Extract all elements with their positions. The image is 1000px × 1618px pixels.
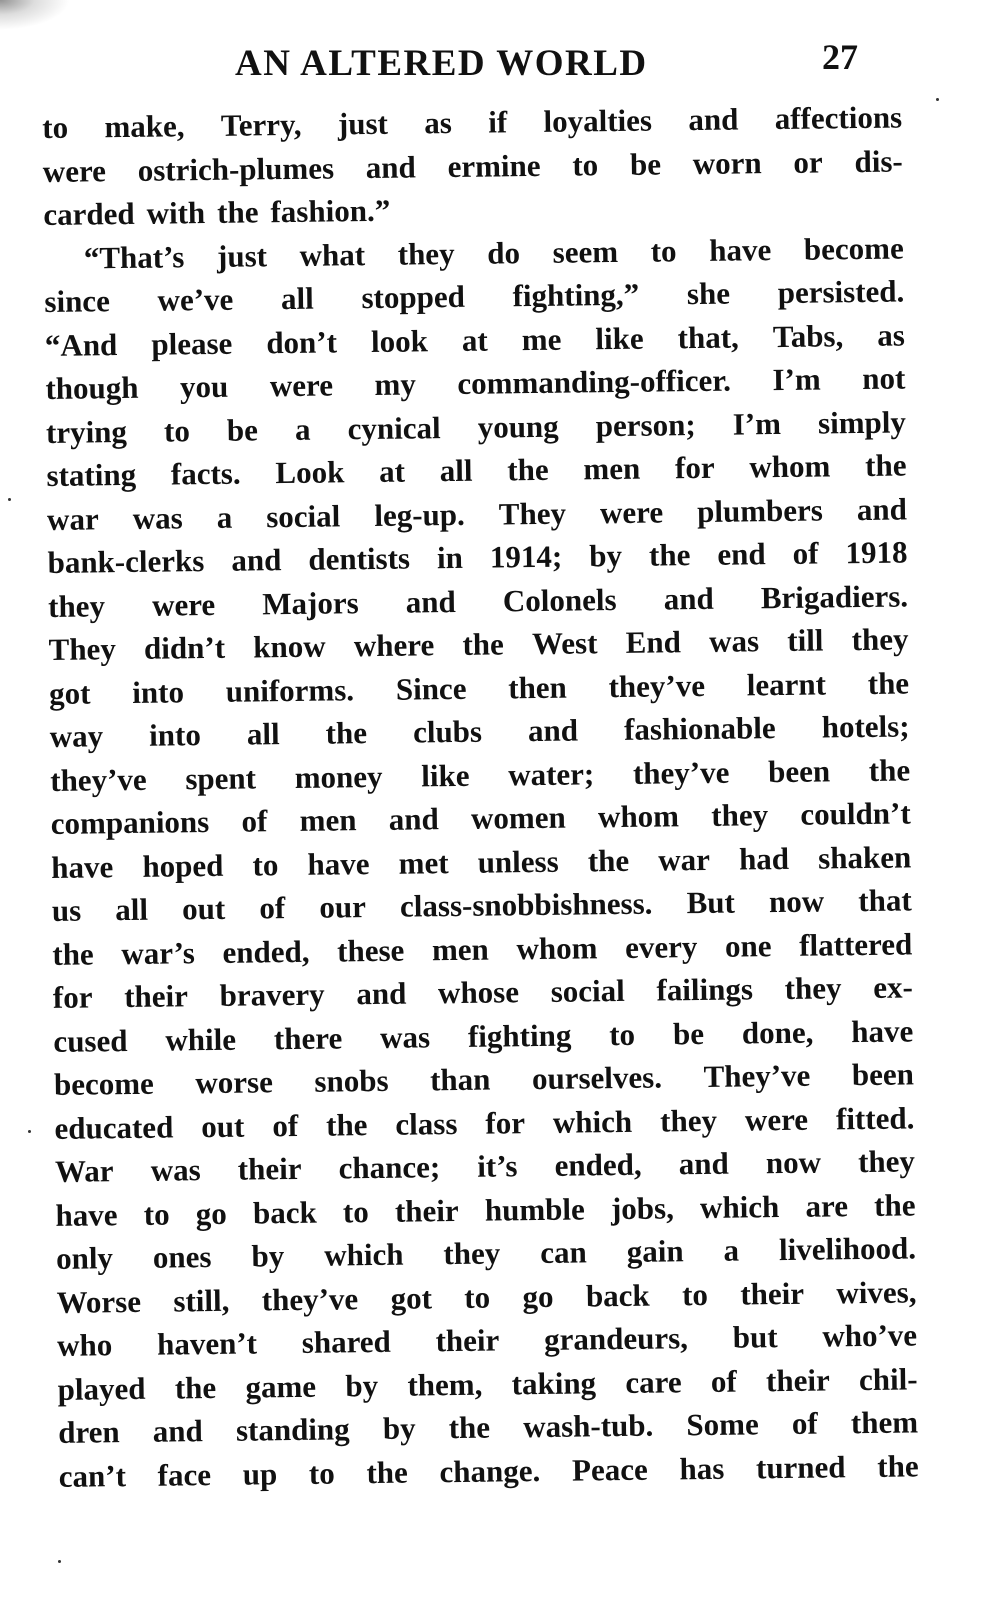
word: ourselves.	[531, 1059, 663, 1097]
word: look	[370, 322, 429, 359]
word: than	[429, 1061, 491, 1098]
word: what	[299, 236, 366, 273]
word: taking	[511, 1364, 597, 1401]
word: into	[132, 673, 185, 710]
word: their	[435, 1322, 500, 1359]
word: the	[448, 1409, 491, 1446]
word: all	[280, 280, 314, 317]
word: Tabs,	[772, 317, 844, 354]
word: that,	[677, 319, 740, 355]
word: shared	[301, 1323, 392, 1360]
word: them	[850, 1404, 919, 1441]
word: in	[436, 539, 464, 576]
word: a	[294, 411, 311, 447]
word: which	[323, 1236, 404, 1273]
word: they	[47, 587, 106, 624]
word: Worse	[56, 1283, 142, 1320]
word: way	[49, 718, 104, 754]
word: worn	[692, 144, 762, 181]
word: ex-	[872, 969, 914, 1005]
word: one	[724, 927, 772, 964]
word: They’ve	[703, 1057, 811, 1094]
word: End	[625, 624, 682, 660]
word: was	[708, 623, 760, 659]
print-speck	[936, 98, 939, 101]
word: every	[624, 928, 698, 965]
word: for	[485, 1104, 526, 1141]
word: hotels;	[821, 708, 910, 745]
word: cused	[53, 1022, 128, 1059]
word: back	[252, 1194, 317, 1231]
word: fighting	[467, 1017, 572, 1054]
word: carded	[43, 195, 135, 232]
word: the	[873, 1186, 916, 1223]
word: to	[681, 1276, 709, 1312]
word: fashionable	[623, 710, 776, 747]
word: men	[583, 450, 641, 487]
word: was	[379, 1018, 431, 1055]
word: to	[609, 1016, 636, 1052]
word: make,	[104, 108, 185, 145]
word: haven’t	[156, 1325, 258, 1362]
word: like	[421, 757, 470, 793]
word: become	[53, 1065, 155, 1102]
word: the	[877, 1447, 919, 1484]
word: money	[294, 758, 383, 795]
word: change.	[439, 1452, 541, 1489]
word: as	[877, 316, 906, 353]
word: I’m	[732, 405, 782, 442]
word: to	[572, 146, 599, 183]
word: by	[589, 537, 623, 574]
word: their	[237, 1150, 302, 1187]
word: 1918	[845, 534, 908, 571]
word: ended,	[222, 933, 310, 970]
word: at	[461, 322, 488, 358]
word: dren	[57, 1414, 120, 1450]
word: chance;	[338, 1149, 441, 1186]
word: of	[272, 1107, 299, 1143]
word: if	[487, 104, 508, 140]
word: go	[195, 1195, 227, 1231]
word: they	[857, 1143, 916, 1180]
word: the	[868, 751, 911, 788]
word: simply	[817, 403, 907, 441]
word: the	[864, 447, 907, 483]
word: flattered	[798, 925, 913, 963]
word: grandeurs,	[543, 1320, 689, 1357]
word: of	[241, 803, 268, 839]
word: couldn’t	[800, 795, 911, 832]
word: have	[51, 848, 114, 885]
word: shaken	[817, 838, 912, 876]
word: Look	[275, 454, 345, 491]
word: who’ve	[822, 1317, 918, 1354]
word: the	[325, 1106, 368, 1143]
word: and	[678, 1145, 729, 1182]
word: all	[439, 452, 473, 489]
word: humble	[484, 1190, 585, 1228]
word: up	[242, 1455, 278, 1492]
body-text	[42, 95, 919, 1497]
word: be	[226, 411, 259, 448]
word: fighting,”	[512, 276, 640, 314]
word: chil-	[858, 1360, 918, 1397]
word: their	[740, 1275, 805, 1312]
word: been	[767, 752, 831, 789]
word: they	[443, 1235, 501, 1272]
word: the	[366, 1454, 409, 1490]
word: though	[45, 369, 139, 406]
word: and	[527, 712, 579, 749]
word: it’s	[477, 1148, 518, 1184]
word: they	[659, 1102, 718, 1139]
word: by	[251, 1238, 285, 1274]
word: worse	[195, 1064, 274, 1101]
word: all	[115, 891, 149, 928]
word: Some	[686, 1406, 759, 1443]
word: plumbers	[696, 491, 824, 529]
word: to	[252, 846, 279, 882]
word: war	[658, 841, 711, 878]
word: and	[663, 580, 714, 616]
word: water;	[507, 755, 595, 792]
print-speck	[8, 498, 11, 501]
word: and	[365, 148, 416, 185]
word: still,	[173, 1282, 230, 1318]
print-speck	[28, 1130, 31, 1133]
word: got	[390, 1279, 433, 1316]
word: the	[648, 537, 691, 573]
word: they’ve	[261, 1280, 359, 1317]
word: were	[744, 1101, 809, 1137]
word: were	[269, 367, 334, 404]
word: learnt	[746, 665, 827, 702]
word: the	[216, 194, 259, 230]
word: had	[738, 840, 790, 877]
word: me	[521, 321, 562, 357]
word: or	[793, 143, 823, 180]
page-number: 27	[822, 37, 858, 77]
word: 1914;	[489, 538, 563, 575]
word: they	[711, 797, 769, 833]
word: end	[717, 536, 766, 572]
word: out	[181, 890, 226, 927]
word: a	[216, 499, 233, 535]
word: at	[378, 453, 406, 489]
word: the	[325, 715, 368, 751]
word: “And	[44, 326, 118, 363]
page-corner-smudge	[0, 0, 70, 30]
word: Terry,	[220, 106, 302, 143]
word: game	[245, 1368, 317, 1405]
word: just	[216, 237, 268, 274]
word: do	[487, 234, 521, 271]
word: They	[498, 495, 567, 531]
word: these	[336, 932, 405, 968]
word: to	[650, 232, 677, 269]
word: wash-tub.	[522, 1407, 654, 1445]
word: become	[803, 229, 904, 267]
word: ostrich-plumes	[137, 149, 335, 188]
word: to	[464, 1279, 491, 1315]
word: and	[688, 101, 739, 138]
word: are	[805, 1187, 849, 1224]
word: facts.	[170, 455, 241, 492]
word: to	[342, 1193, 369, 1229]
word: to	[308, 1455, 335, 1491]
word: can’t	[58, 1457, 127, 1494]
word: only	[55, 1240, 114, 1276]
word: failings	[656, 971, 754, 1008]
word: and	[388, 801, 439, 837]
word: they’ve	[50, 761, 147, 798]
word: of	[259, 890, 286, 926]
word: have	[307, 845, 370, 882]
word: their	[765, 1361, 830, 1398]
word: them,	[407, 1366, 483, 1403]
word: young	[477, 408, 559, 445]
word: fitted.	[835, 1099, 915, 1136]
word: whose	[437, 974, 520, 1011]
word: with	[146, 195, 206, 231]
word: seem	[552, 233, 619, 270]
word: I’m	[772, 361, 821, 398]
word: and	[356, 975, 407, 1012]
word: to	[163, 412, 191, 449]
word: bravery	[219, 976, 325, 1013]
text-line	[58, 1444, 918, 1498]
word: they	[784, 970, 842, 1006]
word: they’ve	[608, 667, 706, 704]
word: got	[48, 674, 91, 711]
word: men	[431, 931, 489, 967]
word: don’t	[266, 323, 338, 360]
word: and	[405, 583, 456, 620]
word: ermine	[447, 147, 541, 184]
word: West	[531, 625, 598, 662]
word: please	[151, 325, 233, 362]
word: class-snobbishness.	[399, 885, 653, 924]
word: of	[710, 1363, 737, 1399]
word: out	[201, 1108, 245, 1144]
word: back	[585, 1277, 650, 1313]
word: dentists	[308, 540, 411, 577]
word: Brigadiers.	[760, 577, 909, 615]
word: go	[522, 1278, 554, 1314]
word: the	[507, 451, 549, 488]
word: care	[625, 1363, 682, 1400]
word: hoped	[142, 847, 224, 884]
word: fashion.”	[270, 192, 391, 230]
word: commanding-officer.	[457, 362, 732, 401]
word: didn’t	[143, 629, 226, 666]
word: ones	[152, 1239, 212, 1275]
word: the	[174, 1369, 217, 1405]
word: a	[723, 1232, 740, 1268]
word: stating	[46, 456, 137, 493]
word: now	[768, 883, 825, 920]
word: leg-up.	[374, 496, 465, 533]
word: they	[851, 621, 909, 658]
word: uniforms.	[225, 671, 355, 709]
word: was	[150, 1152, 201, 1188]
word: war	[46, 500, 99, 537]
word: whom	[516, 929, 598, 966]
word: They	[48, 631, 117, 667]
word: and	[231, 542, 282, 578]
word: social	[266, 497, 341, 534]
word: companions	[50, 804, 210, 841]
word: of	[791, 1405, 818, 1441]
word: to	[42, 109, 69, 145]
word: social	[550, 972, 625, 1009]
word: for	[52, 979, 93, 1015]
word: Peace	[571, 1451, 648, 1488]
word: men	[299, 802, 357, 838]
word: of	[792, 535, 819, 571]
word: clubs	[412, 713, 483, 750]
word: ended,	[554, 1146, 642, 1183]
word: she	[686, 275, 731, 312]
word: can	[540, 1234, 587, 1270]
word: where	[353, 627, 435, 664]
word: affections	[774, 99, 903, 137]
word: War	[54, 1153, 114, 1189]
word: Majors	[262, 584, 359, 621]
word: you	[179, 368, 229, 405]
word: since	[44, 283, 111, 319]
word: was	[132, 499, 183, 536]
word: loyalties	[543, 102, 653, 139]
word: till	[787, 622, 824, 658]
word: which	[552, 1103, 633, 1140]
word: into	[148, 717, 202, 753]
word: met	[398, 844, 449, 881]
word: like	[595, 320, 644, 356]
word: person;	[595, 406, 696, 443]
word: whom	[597, 798, 680, 835]
word: the	[52, 935, 94, 972]
word: to	[143, 1196, 170, 1232]
word: their	[394, 1192, 459, 1229]
word: have	[55, 1196, 118, 1233]
word: whom	[749, 448, 831, 485]
print-speck	[58, 1560, 61, 1563]
word: know	[253, 628, 326, 665]
word: the	[867, 664, 910, 701]
word: not	[862, 360, 906, 396]
word: jobs,	[610, 1189, 675, 1226]
word: by	[345, 1367, 379, 1403]
word: by	[382, 1410, 416, 1446]
word: done,	[741, 1014, 814, 1051]
word: turned	[755, 1448, 846, 1485]
word: have	[708, 231, 772, 268]
word: have	[851, 1012, 914, 1049]
word: and	[152, 1413, 204, 1449]
word: Since	[395, 670, 467, 707]
word: were	[42, 152, 107, 189]
word: class	[395, 1105, 458, 1142]
word: all	[246, 716, 280, 752]
word: they’ve	[632, 754, 730, 791]
word: the	[462, 626, 504, 662]
word: who	[56, 1327, 113, 1363]
word: snobs	[314, 1062, 389, 1099]
word: “That’s	[83, 238, 185, 275]
word: has	[679, 1450, 725, 1486]
word: the	[587, 842, 630, 878]
word: while	[165, 1021, 237, 1058]
page-header	[0, 36, 1000, 96]
word: bank-clerks	[47, 543, 205, 580]
word: war’s	[121, 934, 196, 971]
word: trying	[45, 413, 128, 450]
word: were	[599, 493, 664, 530]
word: dis-	[854, 142, 903, 179]
word: But	[686, 884, 736, 921]
word: be	[629, 145, 662, 182]
word: just	[337, 105, 389, 142]
word: which	[699, 1188, 780, 1225]
word: that	[858, 882, 912, 919]
word: cynical	[347, 409, 441, 446]
word: spent	[185, 759, 257, 796]
word: as	[424, 104, 453, 141]
word: wives,	[836, 1273, 917, 1310]
word: they	[397, 235, 455, 272]
word: face	[157, 1456, 212, 1493]
word: now	[765, 1144, 822, 1181]
word: played	[57, 1370, 146, 1407]
word: be	[672, 1015, 705, 1051]
word: our	[319, 889, 367, 925]
word: livelihood.	[778, 1230, 917, 1268]
word: my	[374, 366, 417, 402]
word: standing	[235, 1411, 350, 1448]
word: persisted.	[777, 273, 905, 311]
word: but	[732, 1319, 778, 1355]
running-head: AN ALTERED WORLD	[235, 43, 648, 84]
word: their	[123, 978, 189, 1015]
word: we’ve	[157, 281, 234, 318]
word: stopped	[361, 278, 466, 316]
word: Colonels	[502, 581, 617, 618]
word: there	[273, 1019, 343, 1056]
word: women	[470, 799, 566, 836]
word: educated	[54, 1108, 174, 1146]
word: for	[674, 449, 715, 486]
word: unless	[477, 843, 559, 880]
word: were	[151, 586, 216, 623]
word: and	[856, 490, 908, 527]
word: gain	[626, 1233, 684, 1269]
word: us	[51, 892, 82, 928]
word: then	[508, 669, 568, 705]
word: been	[851, 1056, 915, 1093]
